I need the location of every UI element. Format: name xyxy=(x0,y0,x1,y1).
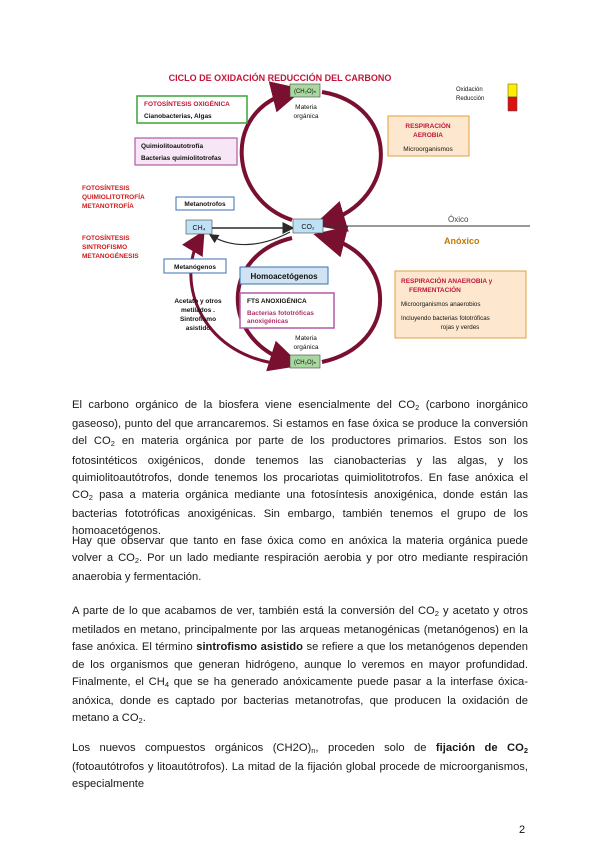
ch2o-bottom-label: (CH₂O)ₙ xyxy=(293,360,317,366)
legend-oxidation-label: Oxidación xyxy=(456,87,483,93)
respiracion-aerobia-title2: AEROBIA xyxy=(413,132,443,139)
quimiolitoautotrofia-line2: Bacterias quimiolitotrofas xyxy=(141,155,222,162)
left-top-label-2: QUIMIOLITOTROFÍA xyxy=(82,194,145,201)
respiracion-aerobia-text: Microorganismos xyxy=(403,146,453,153)
carbon-cycle-diagram xyxy=(0,0,600,380)
acetato-line1: Acetato y otros xyxy=(174,298,222,305)
resp-anaerobia-text3: rojas y verdes xyxy=(440,324,480,331)
materia-bottom-line1: Materia xyxy=(295,335,317,342)
homoacetogenos-label: Homoacetógenos xyxy=(250,272,318,281)
metanogenos-label: Metanógenos xyxy=(174,264,216,271)
left-bottom-label-2: SINTROFISMO xyxy=(82,244,128,251)
paragraph-3: A parte de lo que acabamos de ver, también está la conversión del $CO_2$ y acetato y otros metilados en metano, principalmente por las arqueas metanogénicas (metanógenos) en la fase anóxica. El término sintrofismo asistido se refiere a que los metanógenos dependen de los organismos que generan hidrógeno, aunque lo veremos en mayor profundidad. Finalmente, el $CH_4$ que se ha generado anóxicamente puede pasar a la interfase óxica-anóxica, donde es captado por bacterias metanotrofas, que producen la oxidación de metano a $CO_2$. xyxy=(72,605,528,726)
legend-reduction-swatch xyxy=(508,97,517,111)
paragraph-2: Hay que observar que tanto en fase óxica como en anóxica la materia orgánica puede volver a $CO_2$. Por un lado mediante respiración aerobia y por otro mediante respiración anaerobia y fermentación. xyxy=(72,535,529,584)
acetato-line3: Sintrofismo xyxy=(179,316,217,323)
resp-anaerobia-title2: FERMENTACIÓN xyxy=(409,287,461,294)
paragraph-1: El carbono orgánico de la biosfera viene esencialmente del $CO_2$ (carbono inorgánico gaseoso), punto del que arrancaremos. Si estamos en fase óxica se produce la conversión del $CO_2$ en materia orgánica por parte de los productores primarios. Estos son los fotosintéticos oxigénicos, donde tenemos las cianobacterias y las algas, y los quimiolitoautótrofos, donde tenemos los procariotas quimiolitotrofos. En fase anóxica el $CO_2$ pasa a materia orgánica mediante una fotosíntesis anoxigénica, donde están las bacterias fototróficas anoxigénicas. Sin embargo, también tenemos el grupo de los homoacetógenos. xyxy=(72,399,528,538)
left-top-label-3: METANOTROFÍA xyxy=(82,203,134,210)
fijacion-co2-term: fijación de $CO_2$ xyxy=(435,742,528,755)
fts-anoxigenica-text1: Bacterias fototróficas xyxy=(247,310,314,317)
page-number: 2 xyxy=(519,824,526,836)
acetato-line4: asistido xyxy=(185,325,211,332)
materia-bottom-line2: orgánica xyxy=(293,344,319,351)
acetato-line2: metilados . xyxy=(181,307,215,314)
diagram-title: CICLO DE OXIDACIÓN REDUCCIÓN DEL CARBONO xyxy=(168,73,392,83)
fotosintesis-oxigenica-title: FOTOSÍNTESIS OXIGÉNICA xyxy=(144,101,230,108)
upper-reduction-arc xyxy=(242,92,292,220)
oxico-label: Óxico xyxy=(448,215,469,224)
resp-anaerobia-text1: Microorganismos anaerobios xyxy=(401,301,481,308)
quimiolitoautotrofia-line1: Quimiolitoautotrofía xyxy=(141,143,204,150)
paragraph-4: Los nuevos compuestos orgánicos $(CH2O)_n$, proceden solo de fijación de $CO_2$ (fotoautótrofos y litoautótrofos). La mitad de la fijación global procede de microorganismos, especialmente xyxy=(72,742,528,791)
anoxico-label: Anóxico xyxy=(444,236,480,246)
ch4-label: CH₄ xyxy=(192,225,206,232)
resp-anaerobia-text2: Incluyendo bacterias fototróficas xyxy=(401,315,490,322)
materia-top-line2: orgánica xyxy=(293,113,319,120)
upper-oxidation-arc xyxy=(322,92,381,222)
resp-anaerobia-title1: RESPIRACIÓN ANAEROBIA y xyxy=(401,278,493,285)
ch2o-top-label: (CH₂O)ₙ xyxy=(293,89,317,95)
left-top-label-1: FOTOSÍNTESIS xyxy=(82,185,130,192)
co2-label: CO₂ xyxy=(301,224,315,231)
fotosintesis-oxigenica-text: Cianobacterias, Algas xyxy=(144,113,212,120)
left-bottom-label-3: METANOGÉNESIS xyxy=(82,253,139,260)
fts-anoxigenica-text2: anoxigénicas xyxy=(247,318,289,325)
respiracion-aerobia-title1: RESPIRACIÓN xyxy=(405,123,451,130)
left-bottom-label-1: FOTOSÍNTESIS xyxy=(82,235,130,242)
legend-oxidation-swatch xyxy=(508,84,517,97)
materia-top-line1: Materia xyxy=(295,104,317,111)
metanotrofos-label: Metanotrofos xyxy=(184,201,226,208)
legend-reduction-label: Reducción xyxy=(456,96,485,102)
sintrofismo-asistido-term: sintrofismo asistido xyxy=(196,641,303,654)
fts-anoxigenica-title: FTS ANOXIGÉNICA xyxy=(247,298,307,305)
